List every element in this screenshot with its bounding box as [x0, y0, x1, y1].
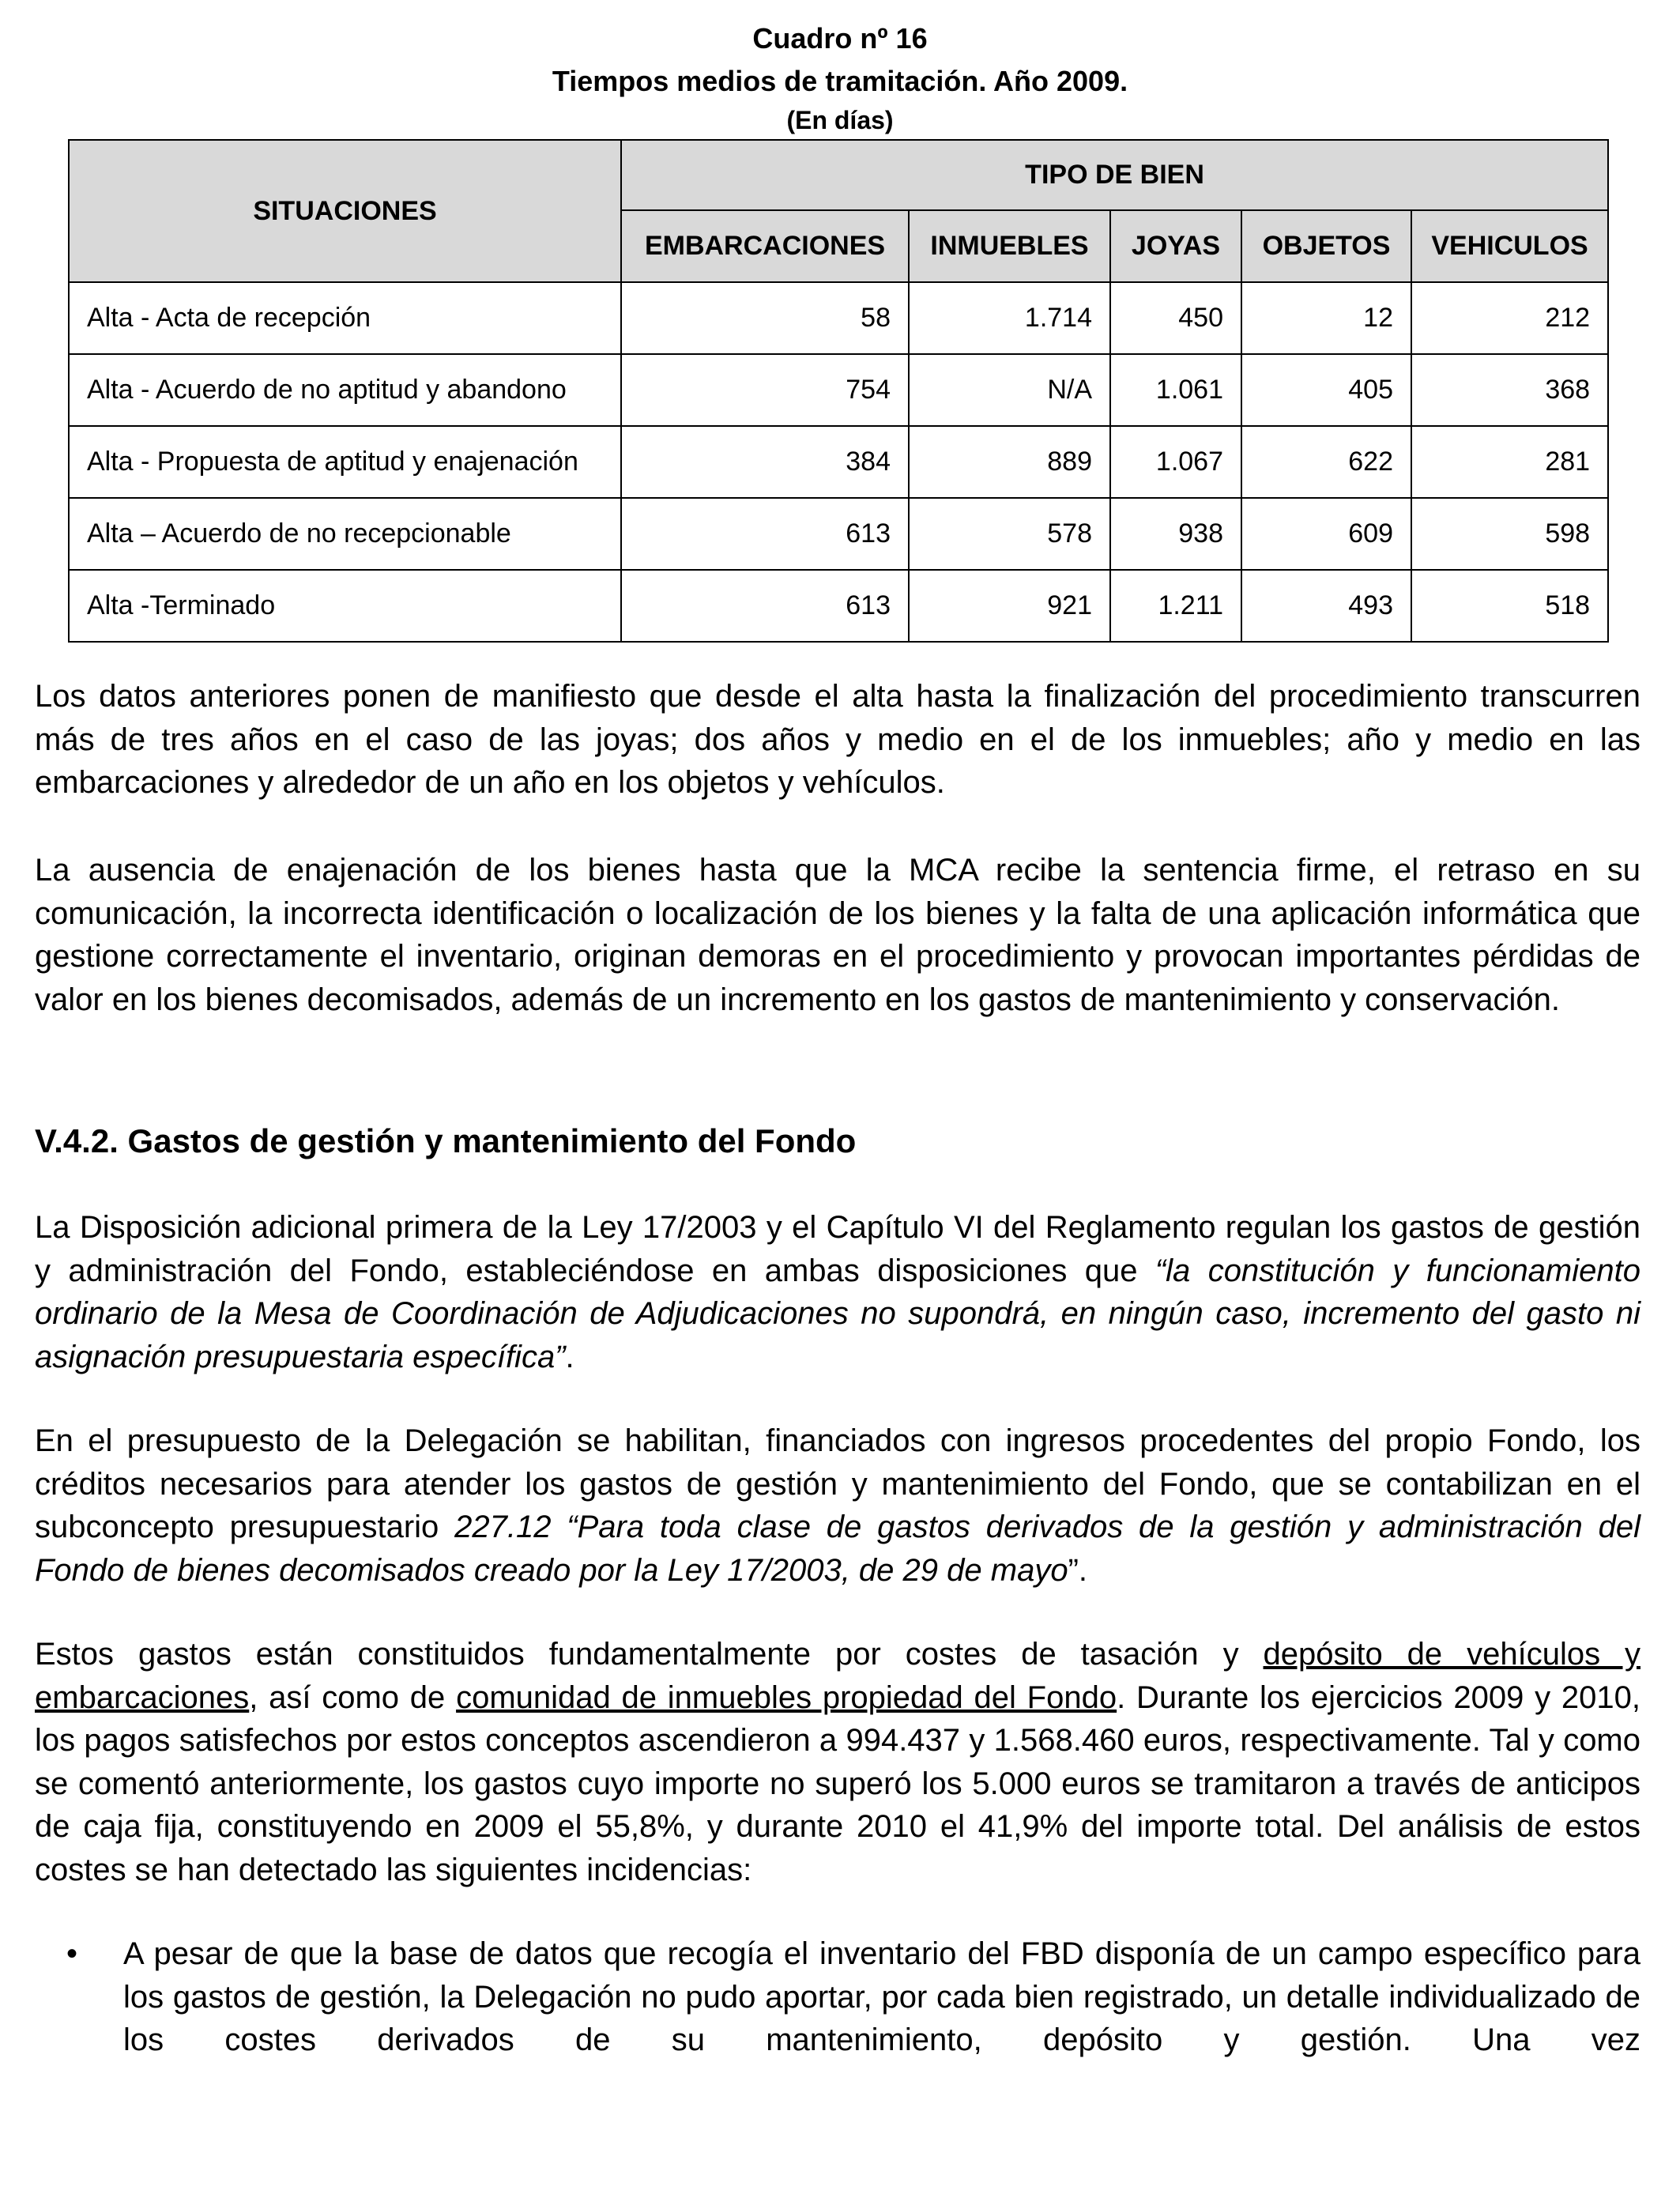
paragraph-text: . Durante los ejercicios 2009 y 2010, los pagos satisfechos por estos conceptos ascendieron a 994.437 y 1.568.460 euros, respectivamente. Tal y como se comentó anteriormente, los gastos cuyo importe no superó los 5.000 euros se tramitaron a través de anticipos de caja fija, constituyendo en 2009 el 55,8%, y durante 2010 el 41,9% del importe total. Del análisis de estos costes se han detectado las siguientes incidencias: [35, 1679, 1641, 1887]
table-caption-number: Cuadro nº 16 [752, 22, 928, 55]
column-header: OBJETOS [1241, 210, 1411, 282]
budget-subconcept-quote: 227.12 “Para toda clase de gastos derivados de la gestión y administración del Fondo de bienes decomisados creado por la Ley 17/2003, de 29 de mayo [35, 1510, 1641, 1588]
paragraph-text: , así como de [249, 1679, 457, 1715]
underlined-phrase: depósito de vehículos y embarcaciones [35, 1637, 1641, 1715]
row-label: Alta -Terminado [69, 570, 621, 642]
paragraph-text: . [565, 1339, 574, 1374]
table-cell: 1.061 [1110, 354, 1241, 426]
table-cell: 578 [909, 498, 1110, 570]
section-heading: V.4.2. Gastos de gestión y mantenimiento del Fondo [35, 1122, 857, 1159]
table-cell: 58 [621, 282, 909, 354]
table-cell: 1.714 [909, 282, 1110, 354]
table-row [69, 498, 1608, 570]
table-row [69, 570, 1608, 642]
paragraph-budget [35, 1419, 1640, 1592]
paragraph-costs [35, 1633, 1640, 1891]
paragraph-summary: Los datos anteriores ponen de manifiesto que desde el alta hasta la finalización del procedimiento transcurren más de tres años en el caso de las joyas; dos años y medio en el de los inmuebles; año y medio en las embarcaciones y alrededor de un año en los objetos y vehículos. [35, 679, 1640, 800]
table-cell: 518 [1411, 570, 1608, 642]
table-cell: 622 [1241, 426, 1411, 498]
table-cell: 613 [621, 498, 909, 570]
table-cell: 12 [1241, 282, 1411, 354]
table-cell: 493 [1241, 570, 1411, 642]
header-tipo-de-bien: TIPO DE BIEN [621, 140, 1608, 210]
column-header: INMUEBLES [909, 210, 1110, 282]
table-cell: 609 [1241, 498, 1411, 570]
column-header: JOYAS [1110, 210, 1241, 282]
table-cell: 1.067 [1110, 426, 1241, 498]
header-situaciones: SITUACIONES [69, 140, 621, 282]
table-cell: 754 [621, 354, 909, 426]
row-label: Alta - Acta de recepción [69, 282, 621, 354]
table-caption-unit: (En días) [786, 106, 894, 134]
column-header: VEHICULOS [1411, 210, 1608, 282]
table-row [69, 426, 1608, 498]
table-row [69, 282, 1608, 354]
table-cell: N/A [909, 354, 1110, 426]
paragraph-text: Estos gastos están constituidos fundamentalmente por costes de tasación y [35, 1637, 1264, 1672]
bullet-icon: • [66, 1936, 78, 1971]
table-cell: 368 [1411, 354, 1608, 426]
paragraph-legal-basis [35, 1206, 1640, 1378]
table-cell: 450 [1110, 282, 1241, 354]
table-cell: 889 [909, 426, 1110, 498]
table-row [69, 354, 1608, 426]
bullet-item: A pesar de que la base de datos que recogía el inventario del FBD disponía de un campo específico para los gastos de gestión, la Delegación no pudo aportar, por cada bien registrado, un detalle individualizado de los costes derivados de su mantenimiento, depósito y gestión. Una vez [123, 1936, 1640, 2057]
paragraph-text: La Disposición adicional primera de la Ley 17/2003 y el Capítulo VI del Reglamento regulan los gastos de gestión y administración del Fondo, estableciéndose en ambas disposiciones que [35, 1210, 1640, 1288]
row-label: Alta - Propuesta de aptitud y enajenación [69, 426, 621, 498]
table-cell: 1.211 [1110, 570, 1241, 642]
table-caption-title: Tiempos medios de tramitación. Año 2009. [552, 65, 1128, 97]
row-label: Alta - Acuerdo de no aptitud y abandono [69, 354, 621, 426]
table-cell: 613 [621, 570, 909, 642]
underlined-phrase: comunidad de inmuebles propiedad del Fondo [456, 1679, 1117, 1715]
paragraph-text: En el presupuesto de la Delegación se habilitan, financiados con ingresos procedentes del propio Fondo, los créditos necesarios para atender los gastos de gestión y mantenimiento del Fondo, que se contabilizan en el subconcepto presupuestario [35, 1423, 1640, 1544]
table-cell: 938 [1110, 498, 1241, 570]
paragraph-delays: La ausencia de enajenación de los bienes hasta que la MCA recibe la sentencia firme, el retraso en su comunicación, la incorrecta identificación o localización de los bienes y la falta de una aplicación informática que gestione correctamente el inventario, originan demoras en el procedimiento y provocan importantes pérdidas de valor en los bienes decomisados, además de un incremento en los gastos de mantenimiento y conservación. [35, 853, 1640, 1017]
table-cell: 384 [621, 426, 909, 498]
table-cell: 598 [1411, 498, 1608, 570]
paragraph-text: ”. [1068, 1552, 1087, 1588]
table-cell: 405 [1241, 354, 1411, 426]
table-cell: 212 [1411, 282, 1608, 354]
legal-quote: “la constitución y funcionamiento ordinario de la Mesa de Coordinación de Adjudicaciones no supondrá, en ningún caso, incremento del gasto ni asignación presupuestaria específica” [35, 1253, 1640, 1374]
table-cell: 921 [909, 570, 1110, 642]
processing-times-table [68, 139, 1609, 643]
column-header: EMBARCACIONES [621, 210, 909, 282]
row-label: Alta – Acuerdo de no recepcionable [69, 498, 621, 570]
table-cell: 281 [1411, 426, 1608, 498]
